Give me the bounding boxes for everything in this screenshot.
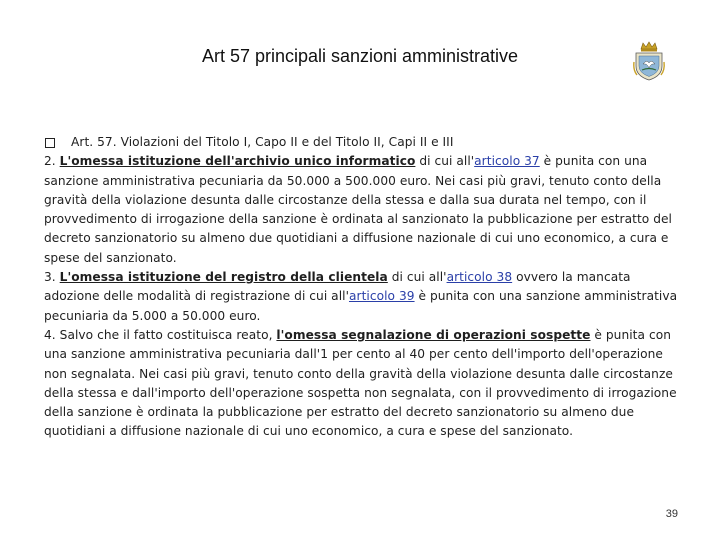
bullet-heading-text: Art. 57. Violazioni del Titolo I, Capo II e del Titolo II, Capi II e III	[71, 135, 454, 149]
paragraph-2-text-b: è punita con una sanzione amministrativa pecuniaria da 50.000 a 500.000 euro. Nei casi più gravi, tenuto conto della gravità della violazione desunta dalle circostanze della stessa e dalla sua durata nel tempo, con il provvedimento di irrogazione della sanzione è ordinata al sanzionato la pubblicazione per estratto del decreto sanzionatorio su almeno due quotidiani a diffusione nazionale di cui uno economico, a cura e spese del sanzionato.	[44, 154, 672, 265]
paragraph-3-text-b: ovvero la mancata adozione delle modalità di registrazione di cui all'	[44, 270, 631, 304]
paragraph-3-text-a: di cui all'	[387, 270, 447, 285]
article-text	[44, 133, 684, 442]
link-articolo-38[interactable]: articolo 38	[446, 270, 513, 285]
paragraph-2-text-a: di cui all'	[415, 154, 475, 169]
paragraph-2	[44, 152, 684, 268]
link-articolo-37[interactable]: articolo 37	[474, 154, 540, 169]
link-articolo-39[interactable]: articolo 39	[348, 289, 415, 304]
paragraph-4-text-b: è punita con una sanzione amministrativa pecuniaria dall'1 per cento al 40 per cento dell'importo dell'operazione non segnalata. Nei casi più gravi, tenuto conto della gravità della violazione desunta dalle circostanze della stessa e dall'importo dell'operazione sospetta non segnalata, con il provvedimento di irrogazione della sanzione è ordinata la pubblicazione per estratto del decreto sanzionatorio su almeno due quotidiani a diffusione nazionale di cui uno economico, a cura e spese del sanzionato.	[44, 327, 677, 439]
paragraph-4-text-a: 4. Salvo che il fatto costituisca reato,	[44, 327, 277, 342]
paragraph-4-highlight: l'omessa segnalazione di operazioni sospette	[276, 327, 591, 342]
paragraph-2-highlight: L'omessa istituzione dell'archivio unico informatico	[59, 154, 416, 169]
paragraph-3-highlight: L'omessa istituzione del registro della clientela	[59, 270, 388, 285]
paragraph-3-text-c: è punita con una sanzione amministrativa pecuniaria da 5.000 a 50.000 euro.	[44, 289, 678, 323]
slide-title: Art 57 principali sanzioni amministrative	[201, 46, 519, 66]
paragraph-3	[44, 268, 684, 326]
paragraph-3-number: 3.	[44, 270, 60, 285]
paragraph-4	[44, 326, 684, 442]
checkbox-bullet-icon	[45, 138, 55, 148]
bullet-heading	[44, 133, 684, 152]
page-number: 39	[665, 508, 678, 520]
paragraph-2-number: 2.	[44, 154, 60, 169]
coat-of-arms-icon	[632, 40, 666, 82]
